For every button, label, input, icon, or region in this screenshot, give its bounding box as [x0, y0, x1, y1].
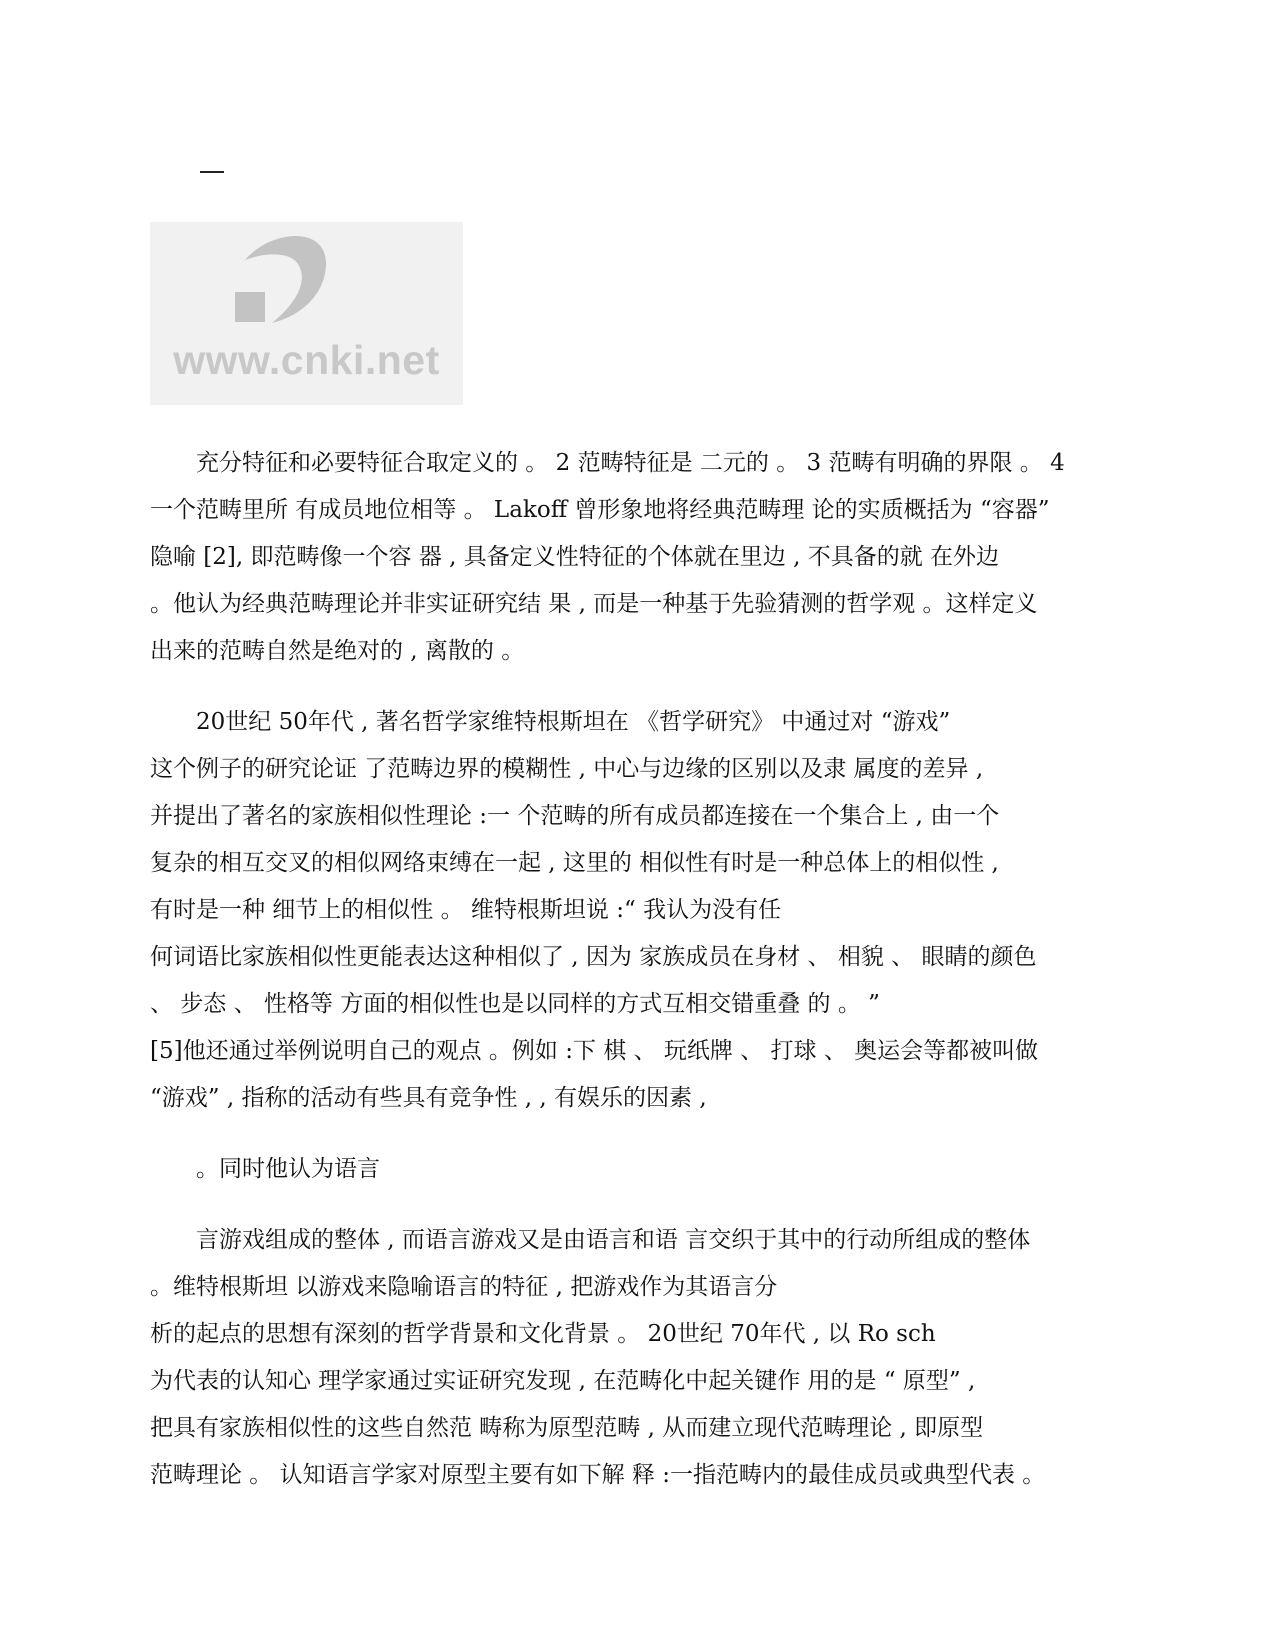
text-line: 何词语比家族相似性更能表达这种相似了 , 因为 家族成员在身材 、 相貌 、 眼睛的颜色: [150, 944, 1037, 970]
text-line: 言游戏组成的整体 , 而语言游戏又是由语言和语 言交织于其中的行动所组成的整体: [150, 1227, 1031, 1253]
text-line: 并提出了著名的家族相似性理论 :一 个范畴的所有成员都连接在一个集合上 , 由一个: [150, 803, 1000, 829]
text-line: 。维特根斯坦 以游戏来隐喻语言的特征 , 把游戏作为其语言分: [150, 1274, 778, 1300]
text-line: “游戏” , 指称的活动有些具有竞争性 , , 有娱乐的因素 ,: [150, 1085, 707, 1111]
text-line: 。同时他认为语言: [150, 1156, 380, 1182]
text-line: 。他认为经典范畴理论并非实证研究结 果 , 而是一种基于先验猜测的哲学观 。这样定义: [150, 591, 1038, 617]
text-line: 20世纪 50年代 , 著名哲学家维特根斯坦在 《哲学研究》 中通过对 “游戏”: [150, 709, 951, 735]
cnki-logo-text: www.cnki.net: [173, 337, 440, 383]
text-line: 复杂的相互交叉的相似网络束缚在一起 , 这里的 相似性有时是一种总体上的相似性 ,: [150, 850, 999, 876]
text-line: 范畴理论 。 认知语言学家对原型主要有如下解 释 :一指范畴内的最佳成员或典型代表 。: [150, 1462, 1046, 1488]
text-line: 把具有家族相似性的这些自然范 畴称为原型范畴 , 从而建立现代范畴理论 , 即原型: [150, 1415, 984, 1441]
text-line: 隐喻 [2], 即范畴像一个容 器 , 具备定义性特征的个体就在里边 , 不具备的就 在外边: [150, 544, 1000, 570]
header-dash: [200, 171, 224, 173]
text-line: 一个范畴里所 有成员地位相等 。 Lakoff 曾形象地将经典范畴理 论的实质概括为 “容器”: [150, 497, 1050, 523]
text-line: 为代表的认知心 理学家通过实证研究发现 , 在范畴化中起关键作 用的是 “ 原型” ,: [150, 1368, 976, 1394]
text-line: 有时是一种 细节上的相似性 。 维特根斯坦说 :“ 我认为没有任: [150, 897, 782, 923]
text-line: 、 步态 、 性格等 方面的相似性也是以同样的方式互相交错重叠 的 。 ”: [150, 991, 880, 1017]
text-line: 析的起点的思想有深刻的哲学背景和文化背景 。 20世纪 70年代 , 以 Ro sch: [150, 1321, 936, 1347]
cnki-watermark-logo: [150, 222, 463, 405]
text-line: [5]他还通过举例说明自己的观点 。例如 :下 棋 、 玩纸牌 、 打球 、 奥运会等都被叫做: [150, 1038, 1039, 1064]
text-line: 这个例子的研究论证 了范畴边界的模糊性 , 中心与边缘的区别以及隶 属度的差异 ,: [150, 756, 984, 782]
text-line: 充分特征和必要特征合取定义的 。 2 范畴特征是 二元的 。 3 范畴有明确的界限 。 4: [150, 450, 1065, 476]
text-line: 出来的范畴自然是绝对的 , 离散的 。: [150, 638, 525, 664]
